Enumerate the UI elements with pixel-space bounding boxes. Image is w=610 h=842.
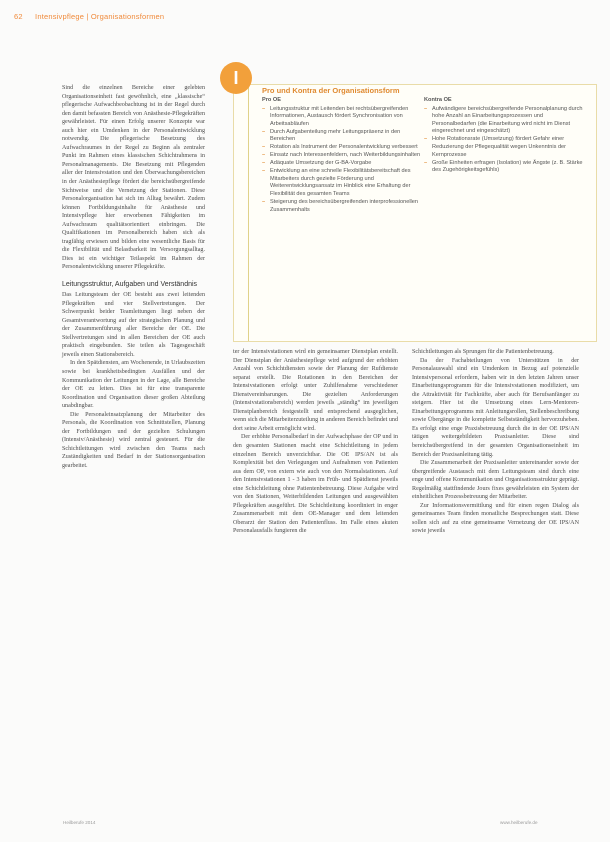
- paragraph: Die Zusammenarbeit der Praxisanleiter untereinander sowie der übergreifende Austausch mit dem Leitungsteam sind durch eine enge und offene Kommunikation und Organisationsstruktur geprägt. Regelmäßig stattfindende Jours fixes gewährleisten ein System der einheitlichen Prozessbetreuung der Mitarbeiter.: [412, 460, 579, 501]
- list-item: – Rotation als Instrument der Personalentwicklung verbessert: [262, 144, 424, 152]
- list-item: – Große Einheiten erfragen (Isolation) wie Ängste (z. B. Stärke des Zugehörigkeitsgefühls): [424, 160, 586, 175]
- paragraph: Die Personaleinsatzplanung der Mitarbeiter des Personals, die Koordination von Schnittstellen, Planung der Fortbildungen und der gezielten Schulungen (Intensiv/Anästhesie) wird zentral gesteuert. Für die Schichtleitungen wird zwischen den Teams nach Zuständigkeiten und Bedarf in der Stationsorganisation gearbeitet.: [62, 411, 205, 469]
- pro-contra-infobox: [233, 84, 597, 342]
- infobox-rule: [248, 85, 249, 341]
- left-column: [62, 84, 205, 814]
- section-heading: Leitungsstruktur, Aufgaben und Verständnis: [62, 281, 198, 289]
- infobox-title: Pro und Kontra der Organisationsform: [262, 86, 400, 95]
- page-number: 62: [14, 12, 23, 21]
- list-item: – Entwicklung an eine schnelle Flexibilitätsbereitschaft des Mitarbeiters durch gezielte Förderung und Weiterentwicklungsansatz im Hinblick eine Erhaltung der Flexibilität des gesamten Teams: [262, 168, 424, 198]
- list-item: – Adäquate Umsetzung der G-BA-Vorgabe: [262, 160, 424, 168]
- list-item: – Hohe Rotationsrate (Umsetzung) fördert Gefahr einer Reduzierung der Pflegequalität wegen Unkenntnis der Kernprozesse: [424, 136, 586, 159]
- running-title: Intensivpflege | Organisationsformen: [35, 12, 165, 21]
- paragraph: Das Leitungsteam der OE besteht aus zwei leitenden Pflegekräften und vier Stellvertretungen. Der Schwerpunkt beider Teamleitungen liegt neben der Gesamtverantwortung auf der strategischen Planung und der Zusammenführung aller Bereiche der OE. Die Stellvertretungen sind in allen Bereichen der OE auch praktisch eingebunden. Sie teilen als Tagesgeschäft jeweils einen Stationsbereich.: [62, 292, 205, 358]
- footer-right: www.heilberufe.de: [500, 820, 538, 825]
- paragraph: Schichtleitungen als Sprungen für die Patientenbetreuung.: [412, 349, 554, 355]
- contra-list: [424, 106, 586, 175]
- paragraph: Der erhöhte Personalbedarf in der Aufwachphase der OP und in den gesamten Stationen macht eine Schichtleitung in jedem einzelnen Bereich unverzichtbar. Die OE IPS/AN ist als Komplexität bei den Verlegungen und Aufnahmen von Patienten aus dem OP, von extern wie auch von den Normalstationen. Auf den Intensivstationen 1 - 3 haben im Früh- und Spätdienst jeweils eine Schichtleitung ohne Patientenbetreuung. Diese Aufgabe wird von den Stationen, Weiterbildenden Leitungen und ausgewählten Pflegekräften ausgeführt. Die Schichtleitung koordiniert in enger Zusammenarbeit mit dem OE-Manager und dem leitenden Oberarzt der Station den Patientenfluss. Im Falle eines akuten Personalausfalls fungieren die: [233, 434, 398, 535]
- paragraph: ter der Intensivstationen wird ein gemeinsamer Dienstplan erstellt. Der Dienstplan der Anästhesiepflege wird aufgrund der erhöhten Anzahl von Schichtdiensten sowie der Planung der Rufdienste separat erstellt. Die Rotationen in den Bereichen der Intensivstationen erfolgt unter Zuhilfenahme verschiedener Dienstvereinbarungen. Die gezielten Anforderungen (Intensivstationsbereich) werden jeweils „ständig“ im jeweiligen Dienstplanbereich festgestellt und entsprechend ausgeglichen, wenn sich die Mitarbeiterzuteilung in anderen Bereich befindet und dort seine Arbeit ermöglicht wird.: [233, 349, 398, 432]
- middle-column: [233, 348, 398, 814]
- list-item: – Leitungsstruktur mit Leitenden bei rechtsübergreifenden Informationen, Austausch fördert Synchronisation von Arbeitsabläufen: [262, 106, 424, 129]
- list-item: – Einsatz nach Interessenfeldern, nach Weiterbildungsinhalten: [262, 152, 424, 160]
- running-header: [14, 12, 164, 21]
- contra-heading: Kontra OE: [424, 97, 452, 103]
- pro-list: [262, 106, 424, 215]
- contra-column: [424, 97, 586, 175]
- list-item: – Durch Aufgabenteilung mehr Leitungspräsenz in den Bereichen: [262, 129, 424, 144]
- list-item: – Steigerung des bereichsübergreifenden interprofessionellen Zusammenhalts: [262, 199, 424, 214]
- pro-column: [262, 97, 424, 215]
- info-badge-icon: I: [220, 62, 252, 94]
- paragraph: In den Spätdiensten, am Wochenende, in Urlaubszeiten sowie bei krankheitsbedingten Ausfällen und der Kommunikation der Leitungen in der Lage, alle Bereiche der OE zu leiten. Dies ist für eine transparente Koordination und Organisation dieser großen Abteilung unabdingbar.: [62, 360, 205, 410]
- paragraph: Da der Fachabteilungen von Unterstützen in der Personalauswahl sind ein Umdenken in Bezug auf potenzielle Intensivpersonal erfordern, haben wir in den letzten Jahren unser Einarbeitungsprogramm für die Intensivstationen modifiziert, um die Attraktivität für Fachkräfte, aber auch für Berufsanfänger zu steigern. Hier ist die Umsetzung eines Lern-Mentoren-Einarbeitungsprogramms mit Anleitungsrollen, Stellenbeschreibung sowie Übergänge in die komplette Selbstständigkeit hervorzuheben. Es erfolgt eine enge Praxisbetreuung durch die in der OE IPS/AN tätigen weitergebildeten Praxisanleiter. Diese sind bereichsübergreifend in der gesamten Organisationseinheit im Bereich der Praxisanleitung tätig.: [412, 357, 579, 458]
- paragraph: Zur Informationsvermittlung und für einen regen Dialog als gemeinsames Team finden monatliche Besprechungen statt. Diese sollen sich auf zu eine gemeinsame Vernetzung der OE IPS/AN sowie jeweils: [412, 502, 579, 535]
- right-column: [412, 348, 579, 814]
- pro-heading: Pro OE: [262, 97, 281, 103]
- footer-left: Heilberufe 2014: [63, 820, 96, 825]
- list-item: – Aufwändigere bereichsübergreifende Personalplanung durch hohe Anzahl an Einarbeitungsprozessen und Personalbedarfen (die Einarbeitung wird nicht im Dienst eingerechnet und eingeschätzt): [424, 106, 586, 136]
- paragraph: Sind die einzelnen Bereiche einer gelebten Organisationseinheit fast gewöhnlich, eine „klassische“ pflegerische Aufwachbeobachtung ist in der Regel durch den damit befassten Bereich von Anästhesie-Pflegekräften gewährleistet. Für einen Erfolg unserer Konzepte war auch hier ein Umdenken in der Personalentwicklung notwendig. Die pflegerische Besetzung des Aufwachraumes in der Regel zu Beginn als zentraler Punkt im Rahmen eines klassischen Schichtrahmens in Personalmanagements. Die Besetzung mit Pflegenden aller der Intensivstation und den Überwachungsbereichen in der Anästhesiepflege fördert die bereichsübergreifende Sichtweise und die Vernetzung der Stationen. Diese Personalorganisation hat sich im Alltag bewährt. Zudem können Fortbildungsinhalte für Anästhesie und Intensivpflege hier erworbenen Fähigkeiten im Aufwachraum qualitätsorientiert einbringen. Die Qualifikationen im Personalbereich haben sich als tragfähig erwiesen und bilden eine wesentliche Basis für die Flexibilität und Belastbarkeit im Versorgungsalltag. Dies ist ein wichtiger Teilaspekt im Rahmen der Personalentwicklung unserer Pflegekräfte.: [62, 85, 205, 271]
